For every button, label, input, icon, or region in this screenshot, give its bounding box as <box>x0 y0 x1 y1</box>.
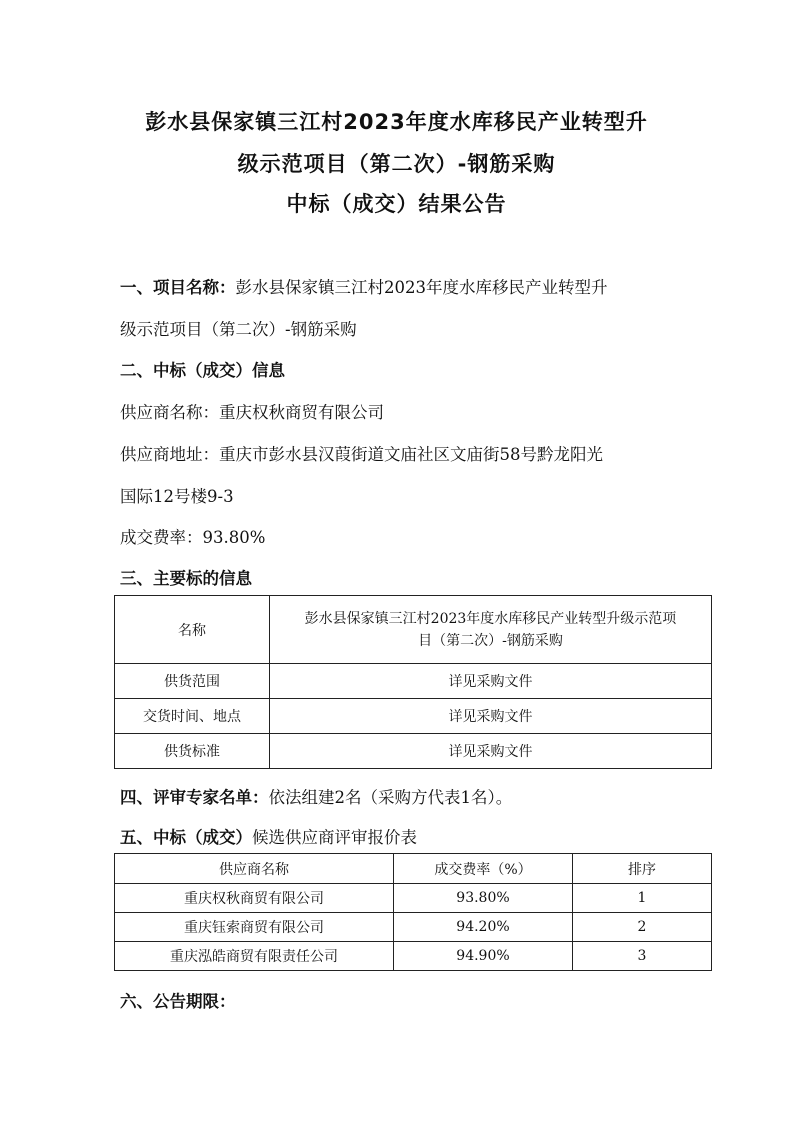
supplier-cell: 重庆泓皓商贸有限责任公司 <box>115 942 394 971</box>
row-value: 详见采购文件 <box>270 734 712 769</box>
row-value-line-2: 目（第二次）-钢筋采购 <box>418 632 563 649</box>
candidate-quote-table <box>114 853 712 971</box>
section4-heading: 四、评审专家名单： <box>120 788 269 807</box>
column-header: 成交费率（%） <box>394 854 573 884</box>
section5-heading-line <box>120 824 417 848</box>
section4-line <box>120 784 512 808</box>
row-value: 详见采购文件 <box>270 699 712 734</box>
supplier-cell: 重庆钰索商贸有限公司 <box>115 913 394 942</box>
document-title-line-1: 彭水县保家镇三江村2023年度水库移民产业转型升 <box>145 110 648 134</box>
section1-project-name: 彭水县保家镇三江村2023年度水库移民产业转型升 <box>235 278 608 297</box>
column-header: 供应商名称 <box>115 854 394 884</box>
table-row <box>115 664 712 699</box>
section1-line-2: 级示范项目（第二次）-钢筋采购 <box>120 320 357 339</box>
rate-cell: 94.20% <box>394 913 573 942</box>
row-value-line-1: 彭水县保家镇三江村2023年度水库移民产业转型升级示范项 <box>304 610 677 627</box>
table-row <box>115 884 712 913</box>
section1-heading: 一、项目名称： <box>120 278 236 297</box>
document-title-line-3: 中标（成交）结果公告 <box>286 192 507 216</box>
table-row <box>115 596 712 664</box>
section3-heading: 三、主要标的信息 <box>120 569 252 588</box>
row-label: 供货标准 <box>115 734 270 769</box>
row-label: 名称 <box>115 596 270 664</box>
section5-heading-bold: 五、中标（成交） <box>120 828 252 847</box>
section5-heading-rest: 候选供应商评审报价表 <box>252 828 417 847</box>
transaction-rate: 成交费率：93.80% <box>120 528 266 547</box>
table-row <box>115 942 712 971</box>
row-value <box>270 596 712 664</box>
table-header-row <box>115 854 712 884</box>
supplier-name: 供应商名称：重庆权秋商贸有限公司 <box>120 403 384 422</box>
section1-line-1 <box>120 274 608 298</box>
row-label: 供货范围 <box>115 664 270 699</box>
subject-info-table <box>114 595 712 769</box>
row-label: 交货时间、地点 <box>115 699 270 734</box>
supplier-cell: 重庆权秋商贸有限公司 <box>115 884 394 913</box>
row-value: 详见采购文件 <box>270 664 712 699</box>
rate-cell: 93.80% <box>394 884 573 913</box>
rank-cell: 3 <box>573 942 712 971</box>
rank-cell: 1 <box>573 884 712 913</box>
section6-heading: 六、公告期限： <box>120 992 236 1011</box>
supplier-address-line-1: 供应商地址：重庆市彭水县汉葭街道文庙社区文庙街58号黔龙阳光 <box>120 445 603 464</box>
table-row <box>115 699 712 734</box>
table-row <box>115 913 712 942</box>
rate-cell: 94.90% <box>394 942 573 971</box>
column-header: 排序 <box>573 854 712 884</box>
supplier-address-line-2: 国际12号楼9-3 <box>120 487 234 506</box>
section2-heading: 二、中标（成交）信息 <box>120 361 285 380</box>
table-row <box>115 734 712 769</box>
expert-list-text: 依法组建2名（采购方代表1名）。 <box>268 788 513 807</box>
rank-cell: 2 <box>573 913 712 942</box>
document-title-line-2: 级示范项目（第二次）-钢筋采购 <box>237 152 556 176</box>
